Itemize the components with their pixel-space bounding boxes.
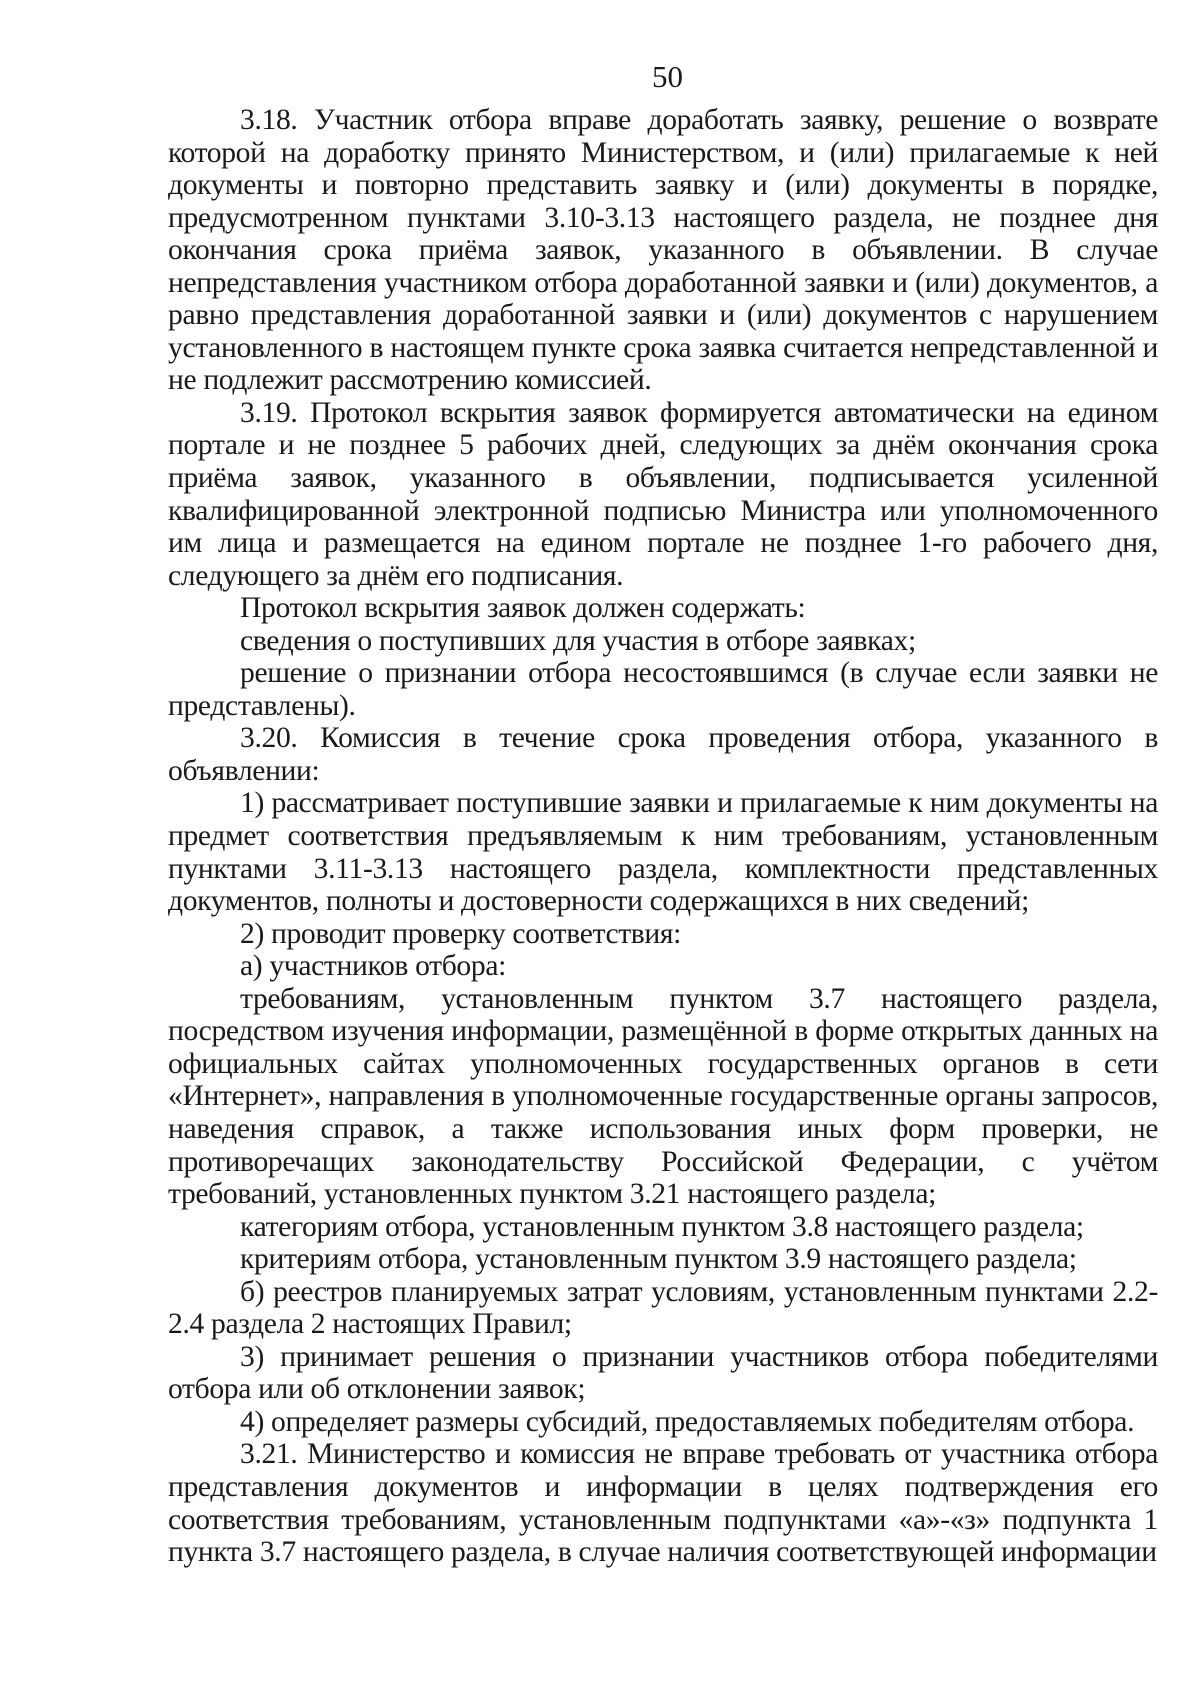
paragraph-3-20-item-2a: а) участников отбора: [240, 950, 506, 983]
paragraph-3-21: 3.21. Министерство и комиссия не вправе требовать от участника отбора представления документов и информации в целях подтверждения его соответствия требованиям, установленным подпунктами «а»-«з» подпункта 1 пункта 3.7 настоящего раздела, в случае наличия соответствующей информации [168, 1438, 1158, 1569]
paragraph-selection-failed: решение о признании отбора несостоявшимся (в случае если заявки не представлены). [168, 657, 1158, 722]
document-body [168, 104, 1158, 1569]
paragraph-protocol-contents: Протокол вскрытия заявок должен содержать: [240, 592, 806, 625]
paragraph-categories-3-8: категориям отбора, установленным пунктом 3.8 настоящего раздела; [240, 1210, 1084, 1243]
paragraph-3-19: 3.19. Протокол вскрытия заявок формируется автоматически на едином портале и не позднее 5 рабочих дней, следующих за днём окончания срока приёма заявок, указанного в объявлении, подписывается усиленной квалифицированной электронной подписью Министра или уполномоченного им лица и размещается на едином портале не позднее 1-го рабочего дня, следующего за днём его подписания. [168, 396, 1158, 592]
page-number: 50 [652, 59, 683, 94]
paragraph-3-18: 3.18. Участник отбора вправе доработать заявку, решение о возврате которой на доработку принято Министерством, и (или) прилагаемые к ней документы и повторно представить заявку и (или) документы в порядке, предусмотренном пунктами 3.10-3.13 настоящего раздела, не позднее дня окончания срока приёма заявок, указанного в объявлении. В случае непредставления участником отбора доработанной заявки и (или) документов, а равно представления доработанной заявки и (или) документов с нарушением установленного в настоящем пункте срока заявка считается непредставленной и не подлежит рассмотрению комиссией. [168, 104, 1158, 397]
paragraph-3-20-item-3: 3) принимает решения о признании участников отбора победителями отбора или об отклонении заявок; [168, 1340, 1158, 1406]
paragraph-3-20-item-2b: б) реестров планируемых затрат условиям, установленным пунктами 2.2-2.4 раздела 2 настоящих Правил; [168, 1275, 1158, 1341]
paragraph-received-applications: сведения о поступивших для участия в отборе заявках; [240, 624, 916, 657]
paragraph-3-20-item-4: 4) определяет размеры субсидий, предоставляемых победителям отбора. [240, 1405, 1135, 1438]
paragraph-criteria-3-9: критериям отбора, установленным пунктом 3.9 настоящего раздела; [240, 1243, 1077, 1276]
paragraph-3-20: 3.20. Комиссия в течение срока проведения отбора, указанного в объявлении: [168, 722, 1158, 787]
paragraph-requirements-3-7: требованиям, установленным пунктом 3.7 настоящего раздела, посредством изучения информации, размещённой в форме открытых данных на официальных сайтах уполномоченных государственных органов в сети «Интернет», направления в уполномоченные государственные органы запросов, наведения справок, а также использования иных форм проверки, не противоречащих законодательству Российской Федерации, с учётом требований, установленных пунктом 3.21 настоящего раздела; [168, 982, 1158, 1211]
paragraph-3-20-item-1: 1) рассматривает поступившие заявки и прилагаемые к ним документы на предмет соответствия предъявляемым к ним требованиям, установленным пунктами 3.11-3.13 настоящего раздела, комплектности представленных документов, полноты и достоверности содержащихся в них сведений; [168, 787, 1158, 918]
paragraph-3-20-item-2: 2) проводит проверку соответствия: [240, 917, 682, 950]
